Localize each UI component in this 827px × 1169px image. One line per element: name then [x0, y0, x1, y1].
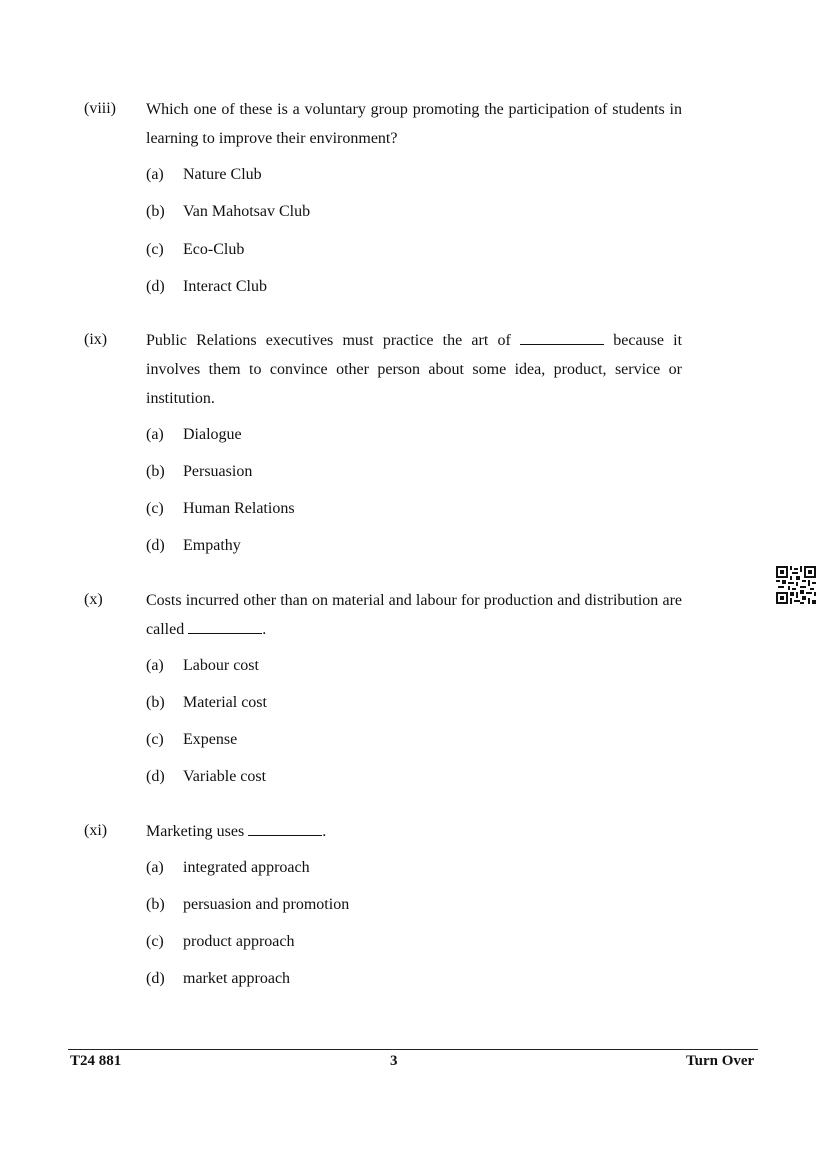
option-text: persuasion and promotion: [183, 896, 350, 913]
option-label: (a): [146, 426, 164, 443]
option-text: Nature Club: [183, 166, 262, 183]
option-a: [146, 657, 259, 675]
answer-blank: [188, 619, 262, 634]
option-d: [146, 537, 241, 555]
option-label: (b): [146, 463, 165, 480]
option-label: (d): [146, 768, 165, 785]
option-text: Expense: [183, 731, 238, 748]
option-text: Van Mahotsav Club: [183, 203, 311, 220]
option-b: [146, 896, 349, 914]
question-text-after: .: [262, 621, 267, 638]
option-text: integrated approach: [183, 859, 310, 876]
option-label: (a): [146, 166, 164, 183]
option-d: [146, 768, 266, 786]
option-label: (a): [146, 859, 164, 876]
option-label: (d): [146, 278, 165, 295]
option-text: Human Relations: [183, 500, 295, 517]
option-text: Eco-Club: [183, 241, 245, 258]
option-c: [146, 731, 237, 749]
question-number: (xi): [84, 822, 108, 839]
question-number: (ix): [84, 331, 108, 348]
option-c: [146, 500, 295, 518]
option-b: [146, 203, 310, 221]
option-c: [146, 241, 244, 259]
option-text: Persuasion: [183, 463, 253, 480]
option-d: [146, 970, 290, 988]
option-text: Dialogue: [183, 426, 242, 443]
option-b: [146, 694, 267, 712]
option-label: (b): [146, 896, 165, 913]
question-number: (viii): [84, 100, 116, 117]
question-number: (x): [84, 591, 103, 608]
option-text: Empathy: [183, 537, 241, 554]
answer-blank: [248, 821, 322, 836]
question-text: [146, 817, 682, 846]
option-label: (d): [146, 537, 165, 554]
option-label: (b): [146, 694, 165, 711]
turn-over-label: Turn Over: [686, 1053, 755, 1069]
footer-divider: [68, 1049, 758, 1050]
paper-code: T24 881: [70, 1053, 122, 1069]
option-text: Interact Club: [183, 278, 267, 295]
question-text-before: Public Relations executives must practice the art of: [146, 332, 511, 349]
option-a: [146, 426, 242, 444]
answer-blank: [520, 330, 604, 345]
question-text: [146, 586, 682, 644]
option-label: (a): [146, 657, 164, 674]
option-text: market approach: [183, 970, 291, 987]
option-label: (c): [146, 241, 164, 258]
option-text: Variable cost: [183, 768, 267, 785]
option-d: [146, 278, 267, 296]
option-a: [146, 859, 310, 877]
qr-code-icon: [776, 566, 816, 604]
option-label: (b): [146, 203, 165, 220]
option-a: [146, 166, 262, 184]
option-c: [146, 933, 295, 951]
question-text: Which one of these is a voluntary group promoting the participation of students in learning to improve their environment?: [146, 101, 682, 147]
option-label: (c): [146, 731, 164, 748]
question-text-before: Marketing uses: [146, 823, 245, 840]
option-b: [146, 463, 252, 481]
option-label: (d): [146, 970, 165, 987]
question-text-after: because it involves them to convince other person about some idea, product, service or institution.: [146, 332, 683, 407]
option-text: Material cost: [183, 694, 267, 711]
page-number: 3: [390, 1053, 398, 1069]
option-text: Labour cost: [183, 657, 259, 674]
option-text: product approach: [183, 933, 295, 950]
question-text-after: .: [322, 823, 327, 840]
question-text: [146, 326, 682, 413]
question-text-before: Costs incurred other than on material and labour for production and distribution are called: [146, 592, 682, 638]
option-label: (c): [146, 933, 164, 950]
option-label: (c): [146, 500, 164, 517]
